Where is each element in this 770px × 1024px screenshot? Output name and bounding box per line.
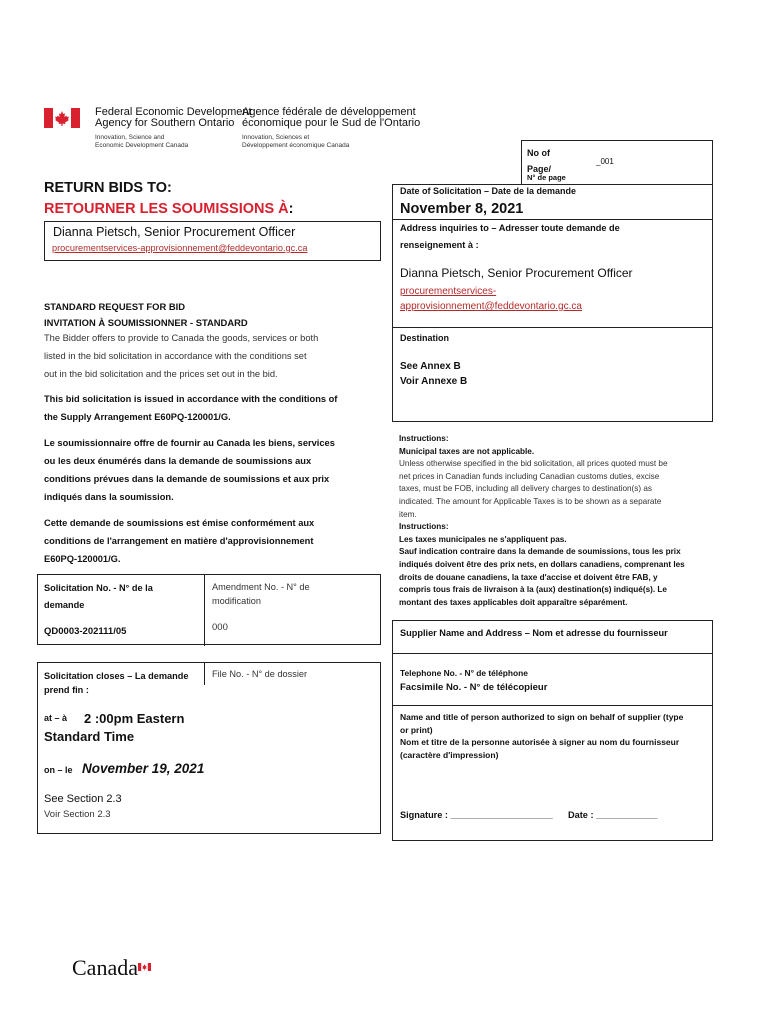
request-p3-l4: indiqués dans la soumission. bbox=[44, 492, 174, 502]
instructions-taxes-en: Municipal taxes are not applicable. bbox=[399, 446, 535, 456]
solicitation-no-label-l2: demande bbox=[44, 600, 85, 610]
inquiries-email-link[interactable] bbox=[400, 284, 582, 314]
solicitation-no-label-l1: Solicitation No. - N° de la bbox=[44, 583, 153, 593]
return-contact-name: Dianna Pietsch, Senior Procurement Officer bbox=[53, 225, 296, 239]
authorized-l2: or print) bbox=[400, 724, 433, 735]
instructions-en-l1: Unless otherwise specified in the bid solicitation, all prices quoted must be bbox=[399, 459, 668, 469]
instructions-label-en: Instructions: bbox=[399, 434, 449, 443]
return-bids-title-en: RETURN BIDS TO: bbox=[44, 180, 172, 196]
inquiries-label-l1: Address inquiries to – Adresser toute demande de bbox=[400, 223, 620, 233]
agency-name-en bbox=[95, 107, 252, 129]
page-label-line2: Page/ bbox=[527, 164, 552, 174]
inquiries-label-l2: renseignement à : bbox=[400, 240, 479, 250]
request-p1-l2: listed in the bid solicitation in accordance with the conditions set bbox=[44, 351, 307, 361]
closing-time-l2: Standard Time bbox=[44, 729, 135, 744]
page-label-line3: N° de page bbox=[527, 173, 566, 182]
authorized-l1: Name and title of person authorized to sign on behalf of supplier (type bbox=[400, 712, 684, 722]
request-heading-fr: INVITATION À SOUMISSIONNER - STANDARD bbox=[44, 317, 248, 328]
instructions-fr-l3: droits de douane canadiens, la taxe d'accise et doivent être FAB, y bbox=[399, 572, 658, 582]
request-p2-l1: This bid solicitation is issued in accordance with the conditions of bbox=[44, 394, 338, 404]
instructions-en-l5: item. bbox=[399, 509, 417, 519]
agency-name-fr bbox=[242, 107, 420, 129]
closing-at-prefix: at – à bbox=[44, 713, 68, 723]
amendment-value: 000 bbox=[212, 622, 228, 633]
signature-date-field[interactable]: Date : ____________ bbox=[568, 810, 658, 820]
instructions-label-fr: Instructions: bbox=[399, 522, 449, 532]
instructions-fr-l5: montant des taxes applicables doit apparaître séparément. bbox=[399, 597, 628, 607]
request-p4-l1: Cette demande de soumissions est émise conformément aux bbox=[44, 518, 315, 528]
page-label-line1: No of bbox=[527, 148, 550, 158]
closing-see-en: See Section 2.3 bbox=[44, 793, 122, 805]
return-bids-title-fr-text: RETOURNER LES SOUMISSIONS À bbox=[44, 201, 289, 217]
amendment-label-l2: modification bbox=[212, 596, 262, 606]
page-number-value: _001 bbox=[596, 157, 614, 166]
return-bids-title-fr bbox=[44, 201, 294, 217]
instructions-en-l4: indicated. The amount for Applicable Taxes is to be shown as a separate bbox=[399, 496, 662, 506]
supplier-box bbox=[392, 620, 713, 841]
agency-en-sub2: Economic Development Canada bbox=[95, 142, 189, 149]
return-bids-colon: : bbox=[288, 201, 294, 217]
agency-en-line1: Federal Economic Development bbox=[95, 106, 252, 118]
request-p4-l2: conditions de l'arrangement en matière d'approvisionnement bbox=[44, 536, 314, 546]
closing-date: November 19, 2021 bbox=[82, 761, 205, 776]
telephone-label: Telephone No. - N° de téléphone bbox=[400, 668, 528, 678]
instructions-fr-l2: indiqués doivent être des prix nets, en dollars canadiens, comprenant les bbox=[399, 559, 685, 569]
agency-fr-sub1: Innovation, Sciences et bbox=[242, 134, 310, 141]
return-address-box bbox=[44, 221, 381, 261]
instructions-en-l2: net prices in Canadian funds including Canadian customs duties, excise bbox=[399, 471, 660, 481]
request-p3-l3: conditions prévues dans la demande de soumissions et aux prix bbox=[44, 474, 330, 484]
closing-time-l1: 2 :00pm Eastern bbox=[84, 711, 185, 726]
request-p3-l1: Le soumissionnaire offre de fournir au Canada les biens, services bbox=[44, 438, 335, 448]
canada-flag-icon bbox=[44, 108, 80, 128]
request-p2-l2: the Supply Arrangement E60PQ-120001/G. bbox=[44, 412, 231, 422]
facsimile-label: Facsimile No. - N° de télécopieur bbox=[400, 682, 548, 693]
request-p1-l1: The Bidder offers to provide to Canada the goods, services or both bbox=[44, 333, 319, 343]
closing-on-prefix: on – le bbox=[44, 765, 73, 775]
destination-fr: Voir Annexe B bbox=[400, 376, 468, 387]
right-info-box bbox=[392, 184, 713, 422]
solicitation-no-value: QD0003-202111/05 bbox=[44, 626, 127, 637]
inquiries-email-l2: approvisionnement@feddevontario.gc.ca bbox=[400, 301, 582, 312]
amendment-label-l1: Amendment No. - N° de bbox=[212, 582, 310, 592]
request-heading-en: STANDARD REQUEST FOR BID bbox=[44, 301, 185, 312]
agency-sub-fr bbox=[242, 134, 349, 150]
wordmark-flag-icon bbox=[138, 958, 151, 966]
instructions-fr-l4: compris tous frais de livraison à la (aux) destination(s) indiqué(s). Le bbox=[399, 585, 667, 595]
agency-en-sub1: Innovation, Science and bbox=[95, 134, 165, 141]
instructions-en-l3: taxes, must be FOB, including all delivery charges to destination(s) as bbox=[399, 484, 653, 494]
request-p4-l3: E60PQ-120001/G. bbox=[44, 554, 121, 564]
agency-en-line2: Agency for Southern Ontario bbox=[95, 117, 235, 129]
canada-wordmark-text: Canada bbox=[72, 955, 138, 980]
solicitation-table bbox=[37, 574, 381, 645]
destination-en: See Annex B bbox=[400, 361, 461, 372]
file-no-label: File No. - N° de dossier bbox=[212, 669, 308, 679]
canada-wordmark bbox=[72, 955, 138, 981]
agency-fr-sub2: Développement économique Canada bbox=[242, 142, 350, 149]
agency-fr-line2: économique pour le Sud de l'Ontario bbox=[242, 117, 421, 129]
supplier-name-label: Supplier Name and Address – Nom et adresse du fournisseur bbox=[400, 628, 668, 638]
closing-label-l1: Solicitation closes – La demande bbox=[44, 671, 189, 681]
inquiries-contact-name: Dianna Pietsch, Senior Procurement Officer bbox=[400, 266, 633, 280]
signature-field[interactable]: Signature : ____________________ bbox=[400, 810, 553, 820]
closing-box bbox=[37, 662, 381, 834]
page-number-box bbox=[521, 140, 713, 184]
closing-see-fr: Voir Section 2.3 bbox=[44, 809, 111, 820]
authorized-l3: Nom et titre de la personne autorisée à signer au nom du fournisseur bbox=[400, 737, 680, 747]
instructions-taxes-fr: Les taxes municipales ne s'appliquent pas. bbox=[399, 534, 567, 544]
date-of-solicitation-value: November 8, 2021 bbox=[400, 201, 524, 217]
closing-label-l2: prend fin : bbox=[44, 685, 89, 695]
instructions-fr-l1: Sauf indication contraire dans la demande de soumissions, tous les prix bbox=[399, 547, 681, 557]
agency-fr-line1: Agence fédérale de développement bbox=[242, 106, 416, 118]
request-p3-l2: ou les deux énumérés dans la demande de soumissions aux bbox=[44, 456, 312, 466]
request-p1-l3: out in the bid solicitation and the prices set out in the bid. bbox=[44, 369, 278, 379]
inquiries-email-l1: procurementservices- bbox=[400, 286, 497, 297]
destination-label: Destination bbox=[400, 333, 450, 343]
authorized-l4: (caractère d'impression) bbox=[400, 749, 499, 760]
agency-sub-en bbox=[95, 134, 188, 150]
return-email-link[interactable]: procurementservices-approvisionnement@feddevontario.gc.ca bbox=[52, 243, 308, 253]
date-of-solicitation-label: Date of Solicitation – Date de la demande bbox=[400, 186, 577, 196]
